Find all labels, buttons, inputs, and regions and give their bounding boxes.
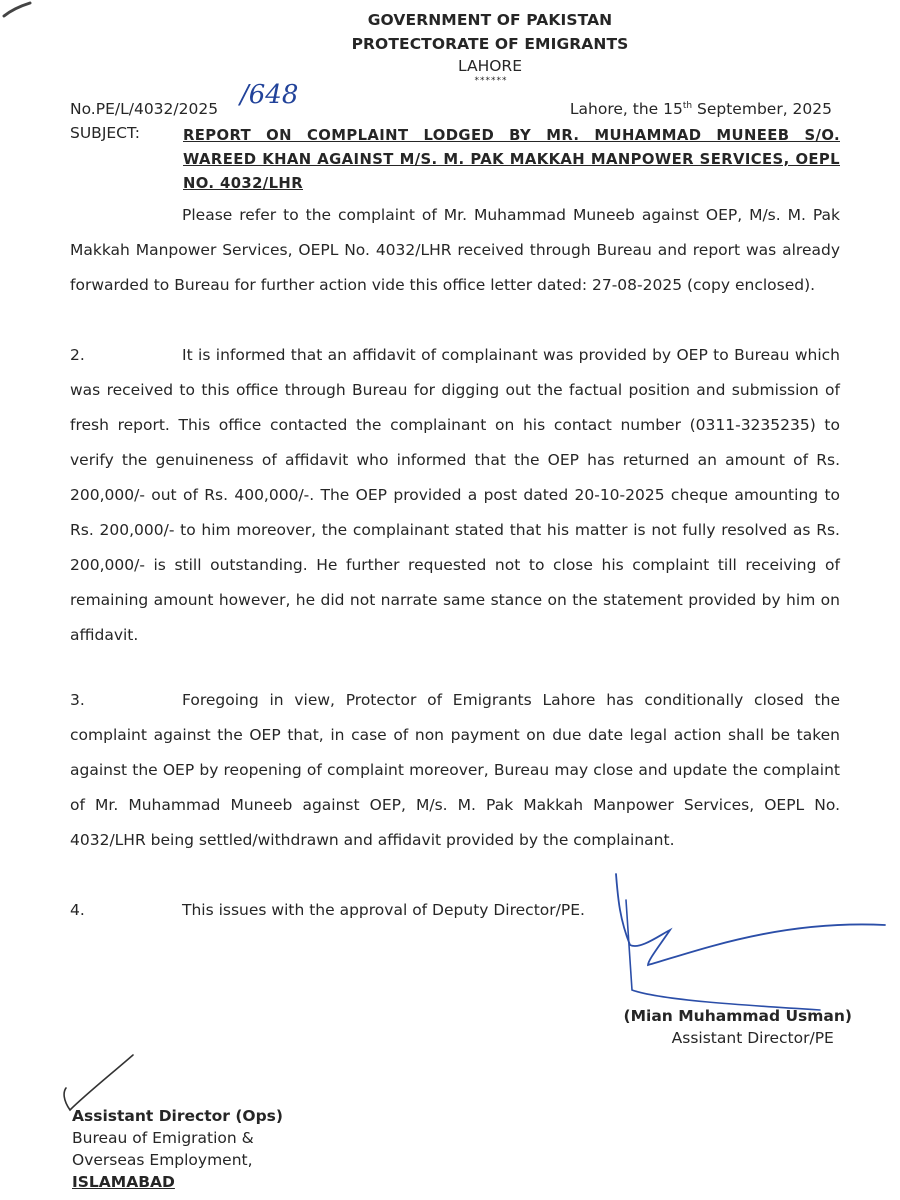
addressee-block: [72, 1105, 283, 1193]
paragraph-2-text: It is informed that an affidavit of complainant was provided by OEP to Bureau which was received to this office through Bureau for digging out the factual position and submission of fresh report. This office contacted the complainant on his contact number (0311-3235235) to verify the genuineness of affidavit who informed that the OEP has returned an amount of Rs. 200,000/- out of Rs. 400,000/-. The OEP provided a post dated 20-10-2025 cheque amounting to Rs. 200,000/- to him moreover, the complainant stated that his matter is not fully resolved as Rs. 200,000/- is still outstanding. He further requested not to close his complaint till receiving of remaining amount however, he did not narrate same stance on the statement provided by him on affidavit.: [70, 346, 840, 644]
paragraph-2-number: 2.: [70, 346, 85, 364]
signatory-name: (Mian Muhammad Usman): [623, 1007, 852, 1025]
paragraph-3-text: Foregoing in view, Protector of Emigrants Lahore has conditionally closed the complaint against the OEP that, in case of non payment on due date legal action shall be taken against the OEP by reopening of complaint moreover, Bureau may close and update the complaint of Mr. Muhammad Muneeb against OEP, M/s. M. Pak Makkah Manpower Services, OEPL No. 4032/LHR being settled/withdrawn and affidavit provided by the complainant.: [70, 691, 840, 849]
paragraph-4-text: This issues with the approval of Deputy Director/PE.: [182, 901, 585, 919]
paragraph-1: [70, 198, 840, 303]
handwritten-diary-number: /648: [240, 80, 299, 110]
subject-label: SUBJECT:: [70, 124, 140, 142]
letter-date: [570, 100, 832, 118]
paragraph-4-number: 4.: [70, 901, 85, 919]
letterhead-separator: ******: [474, 76, 508, 86]
signatory-designation: Assistant Director/PE: [671, 1029, 834, 1047]
reference-number: No.PE/L/4032/2025: [70, 100, 219, 118]
date-ordinal: th: [682, 100, 693, 111]
letterhead-office: PROTECTORATE OF EMIGRANTS: [351, 35, 629, 53]
paragraph-4: [70, 893, 840, 928]
addressee-org-line2: Overseas Employment,: [72, 1151, 253, 1169]
paragraph-3: [70, 683, 840, 858]
addressee-title: Assistant Director (Ops): [72, 1107, 283, 1125]
paragraph-3-number: 3.: [70, 691, 85, 709]
letterhead-city: LAHORE: [457, 57, 522, 75]
paragraph-1-text: Please refer to the complaint of Mr. Muhammad Muneeb against OEP, M/s. M. Pak Makkah Manpower Services, OEPL No. 4032/LHR received through Bureau and report was already forwarded to Bureau for further action vide this office letter dated: 27-08-2025 (copy enclosed).: [70, 206, 840, 294]
date-month-year: September, 2025: [692, 100, 832, 118]
tick-mark-icon: [64, 1055, 133, 1110]
letterhead: [0, 8, 900, 86]
date-day: Lahore, the 15: [569, 100, 683, 118]
addressee-org-line1: Bureau of Emigration &: [72, 1129, 254, 1147]
paragraph-2: [70, 338, 840, 653]
subject-text: REPORT ON COMPLAINT LODGED BY MR. MUHAMMAD MUNEEB S/O. WAREED KHAN AGAINST M/S. M. PAK MAKKAH MANPOWER SERVICES, OEPL NO. 4032/LHR: [183, 127, 840, 192]
signatory-block: [624, 1005, 852, 1049]
letterhead-government: GOVERNMENT OF PAKISTAN: [367, 11, 613, 29]
addressee-city: ISLAMABAD: [72, 1173, 175, 1191]
